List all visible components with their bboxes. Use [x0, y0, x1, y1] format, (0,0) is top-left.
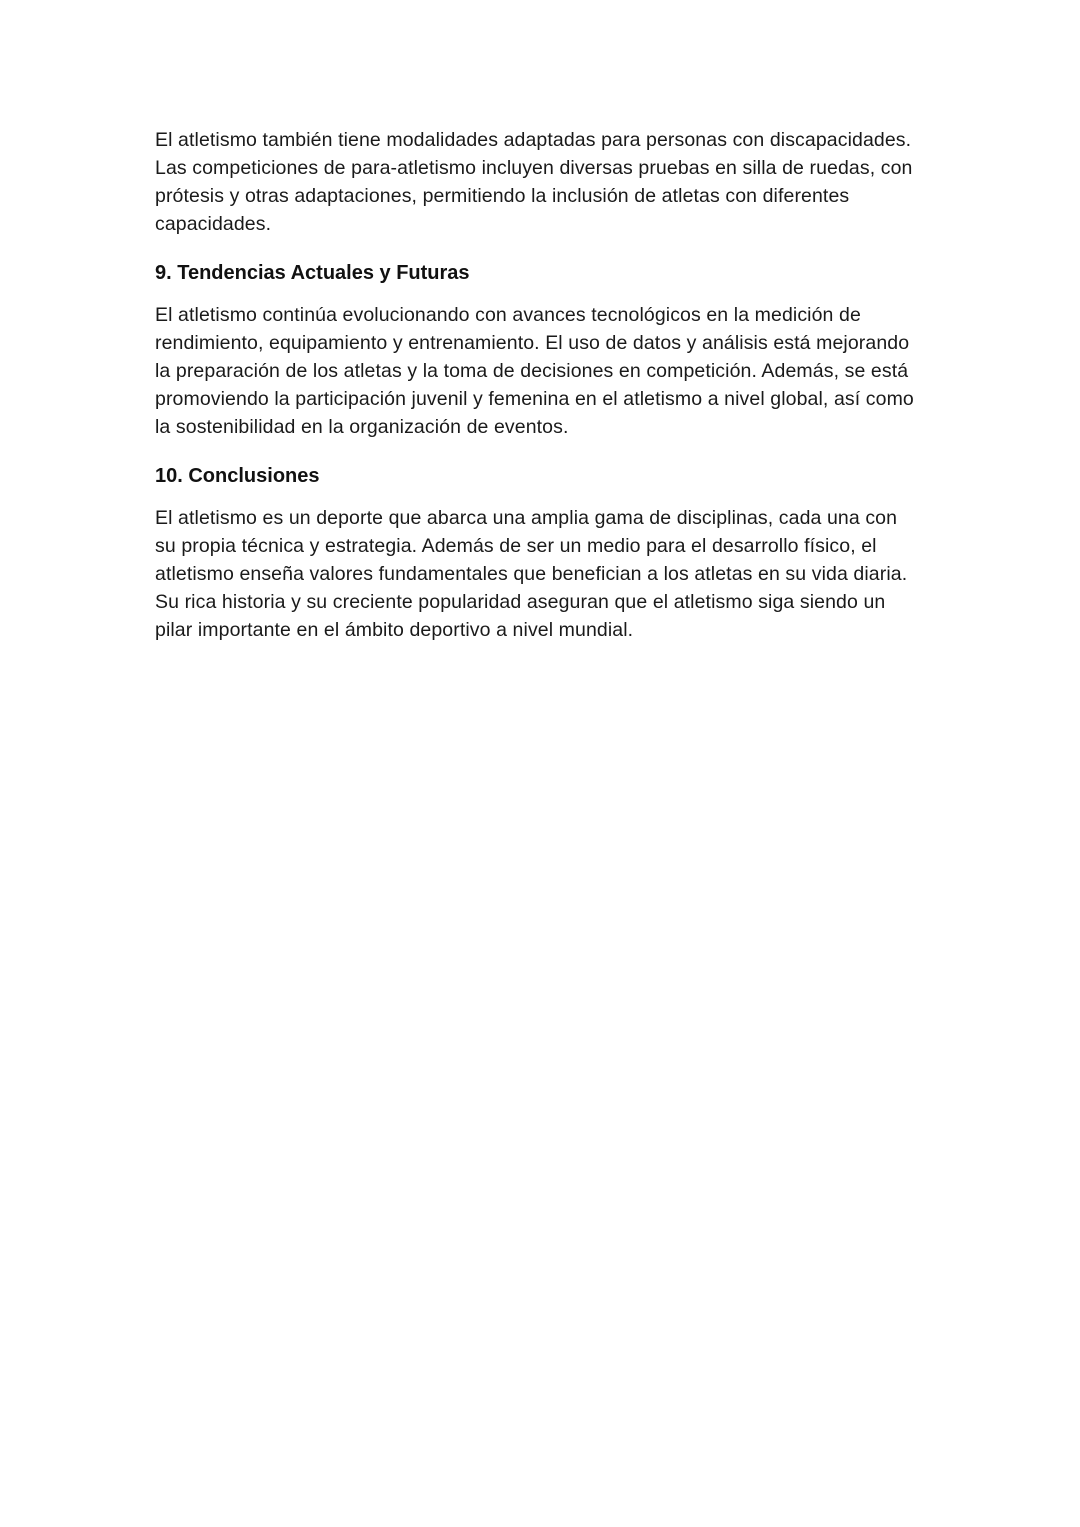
heading-tendencias-actuales-y-futuras: 9. Tendencias Actuales y Futuras: [155, 262, 470, 284]
paragraph-adapted-athletics: El atletismo también tiene modalidades adaptadas para personas con discapacidades. Las competiciones de para-atletismo incluyen diversas pruebas en silla de ruedas, con prótesis y otras adaptaciones, permitiendo la inclusión de atletas con diferentes capacidades.: [155, 129, 913, 235]
heading-conclusiones: 10. Conclusiones: [155, 465, 320, 487]
paragraph-conclusiones: El atletismo es un deporte que abarca una amplia gama de disciplinas, cada una con su propia técnica y estrategia. Además de ser un medio para el desarrollo físico, el atletismo enseña valores fundamentales que benefician a los atletas en su vida diaria. Su rica historia y su creciente popularidad aseguran que el atletismo siga siendo un pilar importante en el ámbito deportivo a nivel mundial.: [155, 507, 908, 641]
paragraph-tendencias-actuales: El atletismo continúa evolucionando con avances tecnológicos en la medición de rendimiento, equipamiento y entrenamiento. El uso de datos y análisis está mejorando la preparación de los atletas y la toma de decisiones en competición. Además, se está promoviendo la participación juvenil y femenina en el atletismo a nivel global, así como la sostenibilidad en la organización de eventos.: [155, 304, 914, 438]
